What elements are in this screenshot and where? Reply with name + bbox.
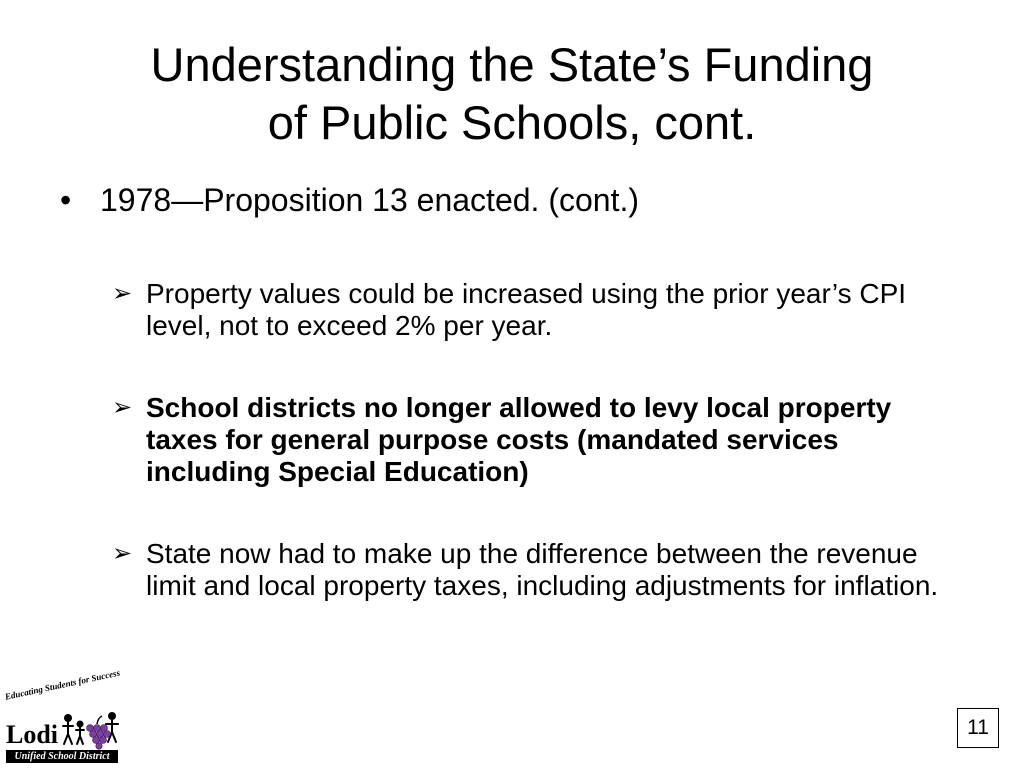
arrow-bullet-icon: ➢	[112, 394, 133, 421]
sub-bullet-text: Property values could be increased using the prior year’s CPI level, not to exceed 2% per year.	[146, 278, 907, 341]
sub-bullet-cpi	[112, 278, 962, 342]
sub-bullet-text: School districts no longer allowed to levy local property taxes for general purpose costs (mandated services including Special Education)	[146, 392, 892, 487]
lodi-usd-logo	[4, 667, 122, 764]
logo-tagline: Educating Students for Success	[4, 667, 121, 702]
main-bullet-text: 1978—Proposition 13 enacted. (cont.)	[100, 182, 639, 218]
main-bullet	[60, 180, 639, 220]
page-number: 11	[957, 708, 999, 748]
logo-name: Lodi	[6, 720, 59, 749]
sub-bullet-state-difference	[112, 538, 962, 602]
logo-subtitle: Unified School District	[6, 750, 118, 763]
slide-title	[40, 36, 984, 152]
family-grapes-icon	[62, 708, 122, 750]
slide-title-line-2: of Public Schools, cont.	[267, 96, 757, 149]
slide-title-line-1: Understanding the State’s Funding	[150, 38, 874, 91]
sub-bullet-text: State now had to make up the difference between the revenue limit and local property taxes, including adjustments for inflation.	[146, 538, 939, 601]
arrow-bullet-icon: ➢	[112, 280, 133, 307]
bullet-dot-icon: •	[60, 182, 72, 218]
sub-bullet-school-districts	[112, 392, 962, 488]
arrow-bullet-icon: ➢	[112, 540, 133, 567]
